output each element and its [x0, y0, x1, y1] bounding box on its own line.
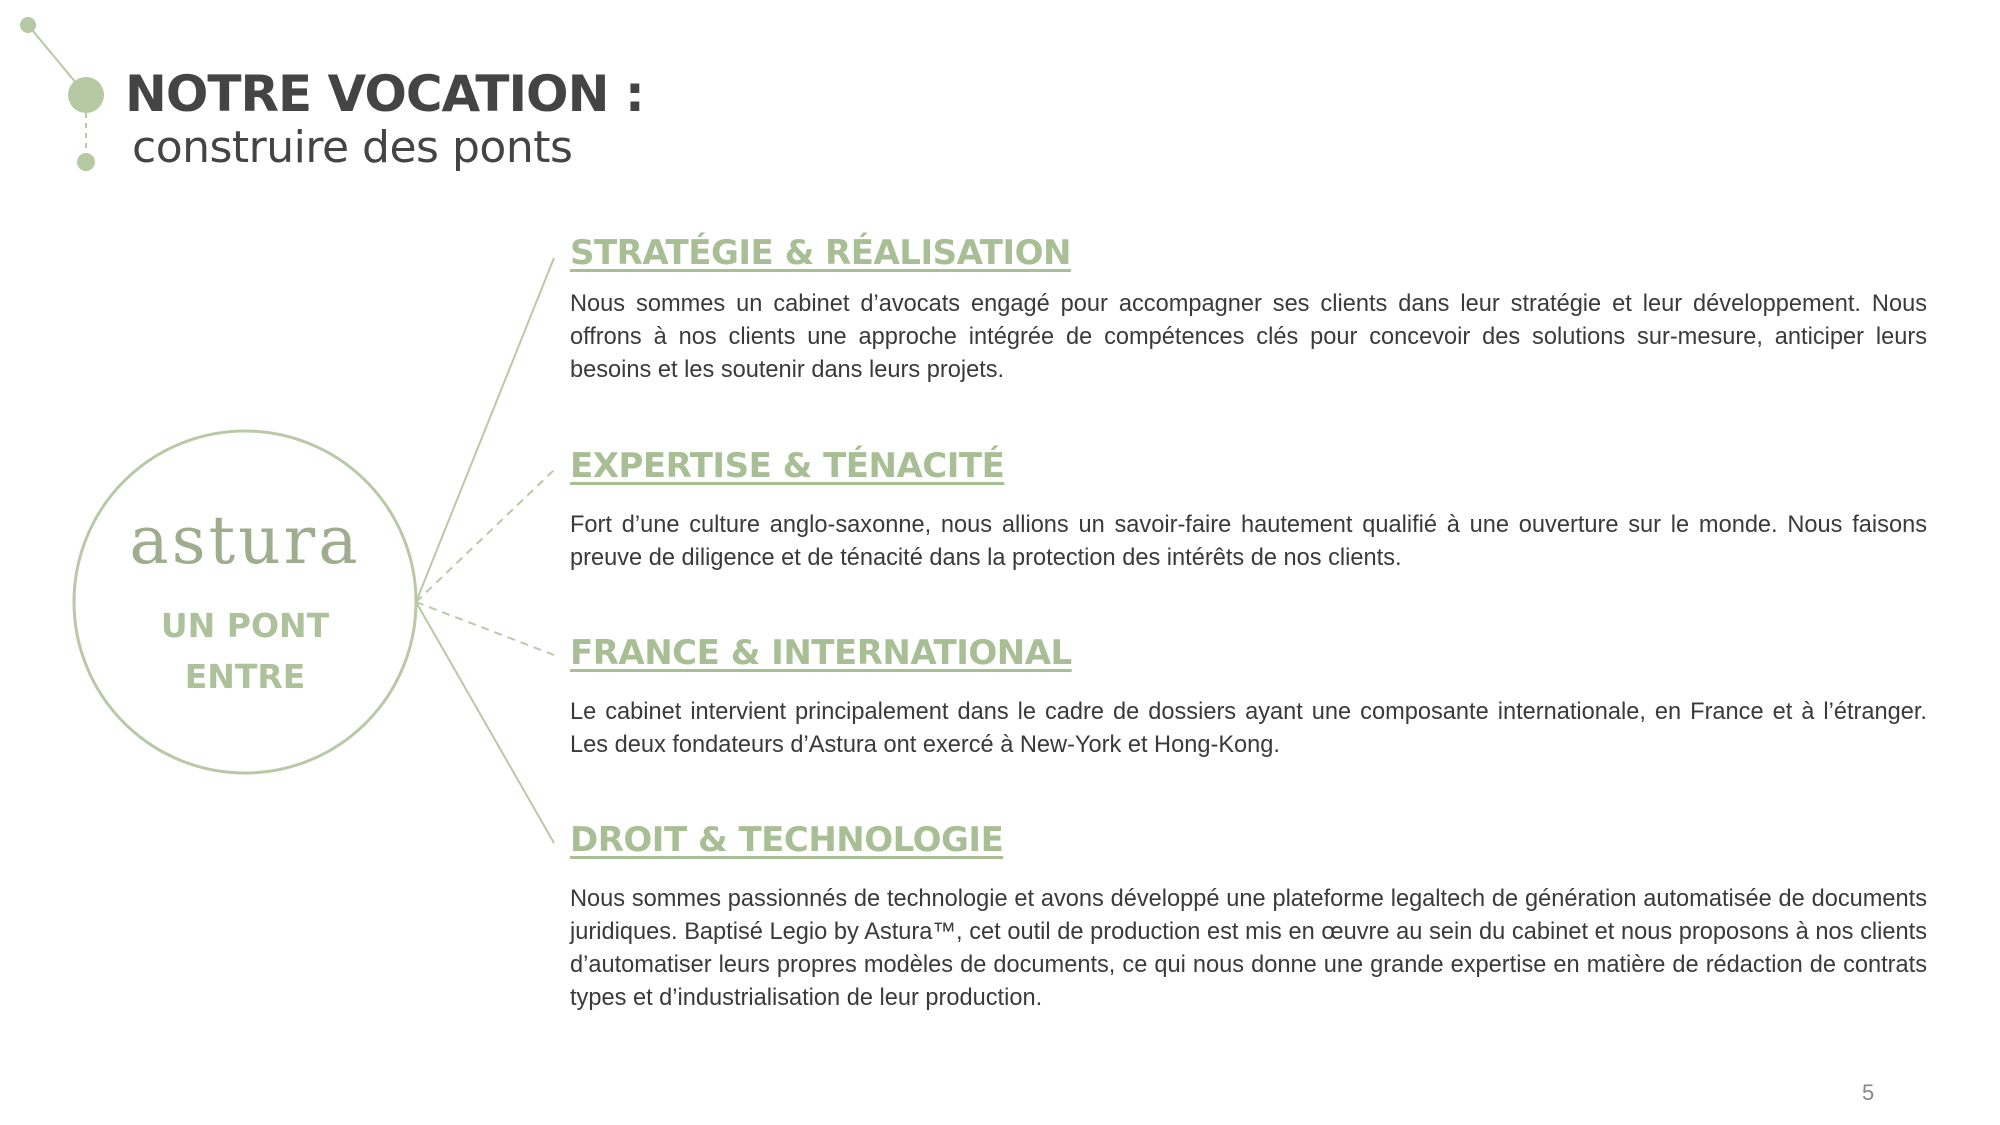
section-body: Nous sommes passionnés de technologie et avons développé une plateforme legaltech de génération automatisée de documents juridiques. Baptisé Legio by Astura™, cet outil de production est mis en œuvre au sein du cabinet et nous proposons à nos clients d’automatiser leurs propres modèles de documents, ce qui nous donne une grande expertise en matière de rédaction de contrats types et d’industrialisation de leur production. [570, 885, 1927, 1011]
connector-line-france [416, 602, 554, 655]
section-france-international [570, 633, 1927, 762]
astura-logo: astura [129, 502, 361, 579]
title-node-ornament [20, 17, 104, 171]
section-droit-technologie [570, 820, 1927, 1015]
connector-line-expertise [416, 470, 554, 602]
section-body: Nous sommes un cabinet d’avocats engagé pour accompagner ses clients dans leur stratégie et leur développement. Nous offrons à nos clients une approche intégrée de compétences clés pour concevoir des solutions sur-mesure, anticiper leurs besoins et les soutenir dans leurs projets. [570, 290, 1927, 383]
page-subtitle: construire des ponts [132, 122, 573, 173]
section-heading: FRANCE & INTERNATIONAL [570, 633, 1072, 673]
section-heading: EXPERTISE & TÉNACITÉ [570, 446, 1005, 486]
connector-line-droit [416, 602, 554, 843]
connector-lines [416, 258, 554, 843]
section-heading: STRATÉGIE & RÉALISATION [570, 233, 1071, 273]
section-body: Le cabinet intervient principalement dans le cadre de dossiers ayant une composante internationale, en France et à l’étranger. Les deux fondateurs d’Astura ont exercé à New-York et Hong-Kong. [570, 698, 1927, 758]
page-number: 5 [1862, 1080, 1875, 1105]
section-strategie-realisation [570, 233, 1927, 387]
section-heading: DROIT & TECHNOLOGIE [570, 820, 1004, 860]
connector-line-strategie [416, 258, 554, 602]
brand-tagline [100, 600, 390, 702]
large-node-dot [68, 77, 104, 113]
bottom-node-dot [77, 153, 95, 171]
section-expertise-tenacite [570, 446, 1927, 575]
small-node-dot [20, 17, 36, 33]
tagline-line-1: UN PONT [160, 606, 330, 645]
page-title: NOTRE VOCATION : [125, 65, 644, 123]
tagline-line-2: ENTRE [184, 657, 306, 696]
section-body: Fort d’une culture anglo-saxonne, nous allions un savoir-faire hautement qualifié à une ouverture sur le monde. Nous faisons preuve de diligence et de ténacité dans la protection des intérêts de nos clients. [570, 511, 1927, 571]
